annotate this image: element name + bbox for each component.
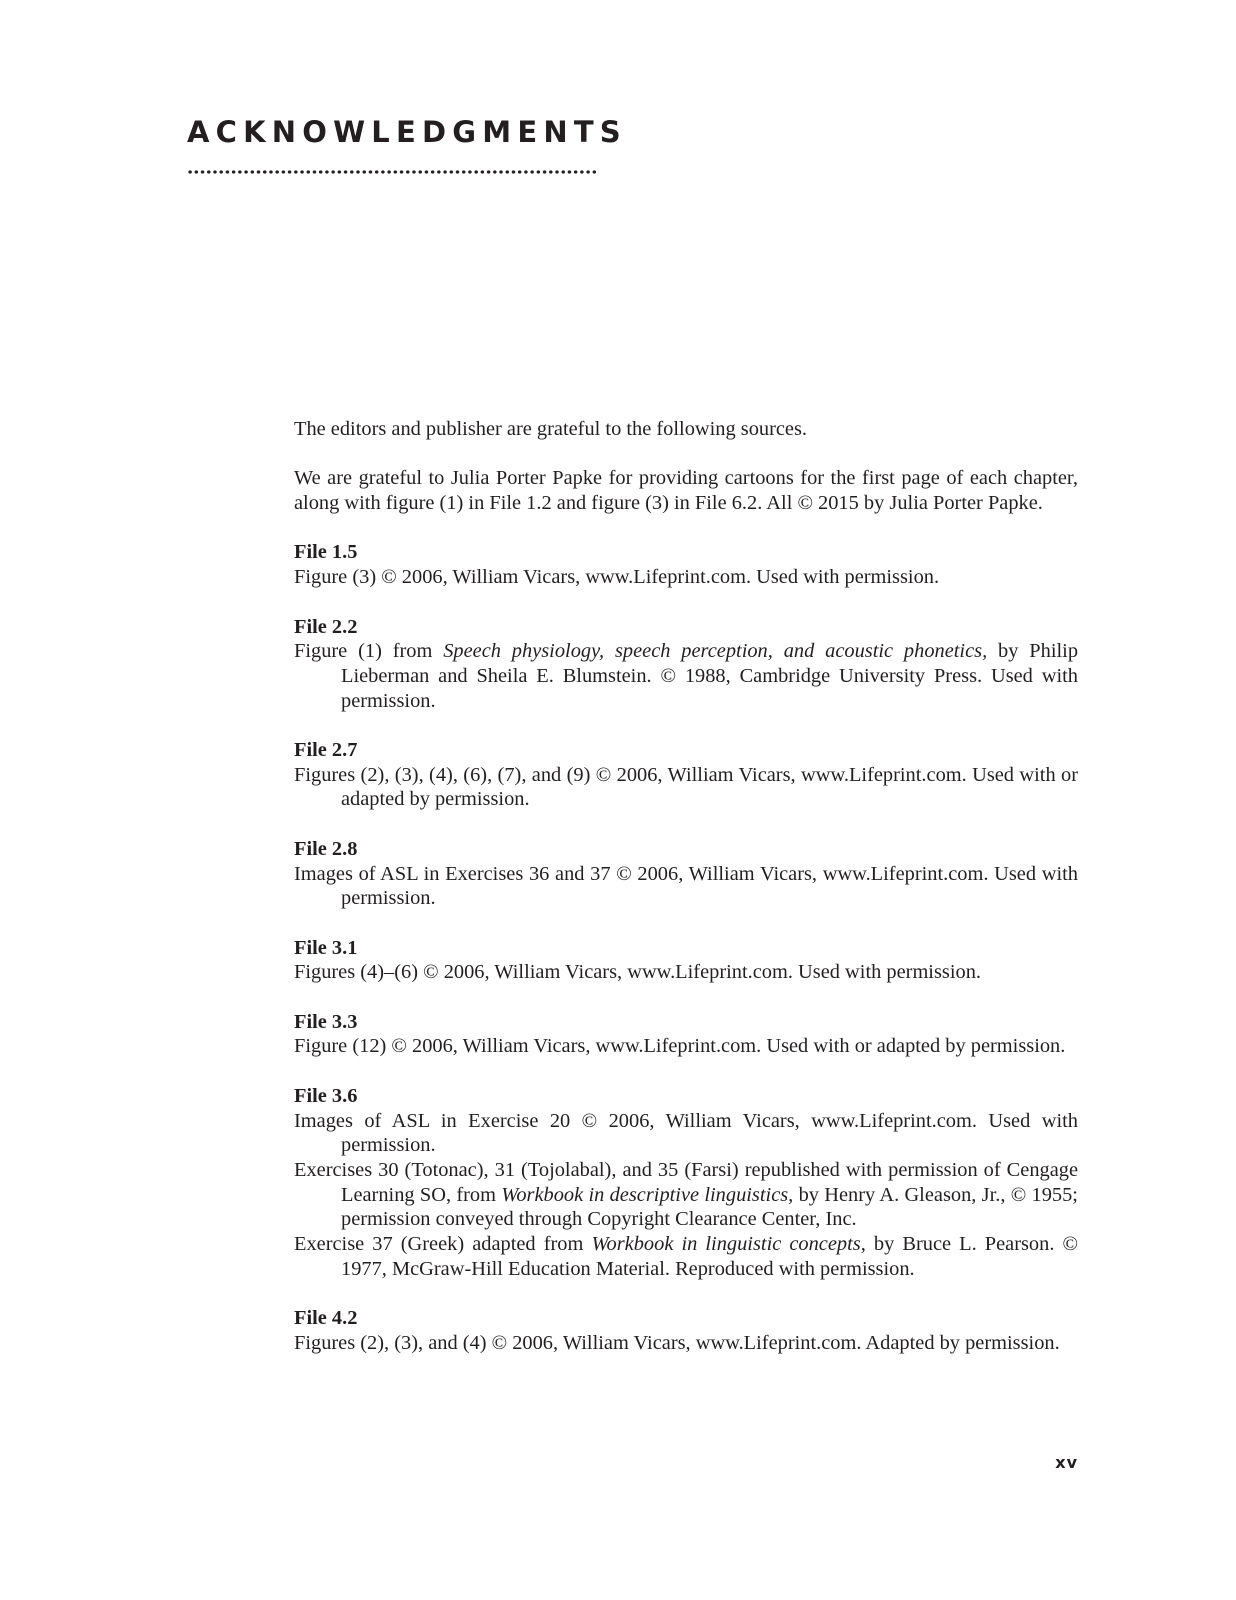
file-section-title: File 3.3 [294,1010,358,1033]
credit-text: Figures (4)–(6) © 2006, William Vicars, www.Lifeprint.com. Used with permission. [294,961,981,984]
credit-entry [294,763,1078,812]
file-sections [294,540,1078,1355]
file-section [294,936,1078,985]
page-number: xv [1055,1453,1078,1472]
work-title: Workbook in linguistic concepts, [591,1233,866,1256]
file-section-title: File 3.1 [294,936,358,959]
credit-text: Figure (1) from [294,640,444,663]
credit-entry [294,1034,1078,1059]
credit-text: by Bruce L. Pearson. © 1977, McGraw-Hill Education Material. Reproduced with permission. [341,1233,1078,1280]
file-section [294,1010,1078,1059]
page-title: ACKNOWLEDGMENTS [187,115,627,149]
intro-line: The editors and publisher are grateful to the following sources. [294,418,808,440]
file-section [294,540,1078,589]
credit-entry [294,1109,1078,1158]
credit-entry [294,1232,1078,1281]
file-section [294,615,1078,714]
credit-text: by Philip Lieberman and Sheila E. Blumstein. © 1988, Cambridge University Press. Used with permission. [341,640,1079,712]
file-section-title: File 2.8 [294,837,358,860]
file-section-title: File 2.7 [294,739,358,762]
intro-paragraph: We are grateful to Julia Porter Papke for providing cartoons for the first page of each chapter, along with figure (1) in File 1.2 and figure (3) in File 6.2. All © 2015 by Julia Porter Papke. [294,467,1078,515]
file-section [294,738,1078,812]
credit-text: Figure (12) © 2006, William Vicars, www.Lifeprint.com. Used with or adapted by permission. [294,1035,1066,1058]
work-title: Speech physiology, speech perception, and acoustic phonetics, [443,640,988,663]
dotted-rule [187,170,598,174]
credit-text: Images of ASL in Exercises 36 and 37 © 2006, William Vicars, www.Lifeprint.com. Used with permission. [294,862,1078,910]
credit-text: Figures (2), (3), and (4) © 2006, William Vicars, www.Lifeprint.com. Adapted by permission. [294,1331,1060,1354]
credit-text: by Henry A. Gleason, Jr., © 1955; permission conveyed through Copyright Clearance Center, Inc. [341,1183,1078,1231]
file-section-title: File 4.2 [294,1307,358,1330]
file-section-title: File 3.6 [294,1084,358,1107]
credit-text: Exercises 30 (Totonac), 31 (Tojolabal), and 35 (Farsi) republished with permission of Cengage Learning SO, from [294,1158,1078,1206]
credit-entry [294,1331,1078,1356]
credit-entry [294,1158,1078,1232]
credit-entry [294,565,1078,590]
file-section [294,1084,1078,1282]
credit-text: Images of ASL in Exercise 20 © 2006, William Vicars, www.Lifeprint.com. Used with permission. [294,1109,1078,1157]
acknowledgments-body [294,417,1078,1356]
file-section [294,837,1078,911]
file-section [294,1306,1078,1355]
credit-entry [294,862,1078,911]
credit-text: Figure (3) © 2006, William Vicars, www.Lifeprint.com. Used with permission. [294,566,940,589]
credit-entry [294,639,1078,713]
file-section-title: File 1.5 [294,541,358,564]
file-section-title: File 2.2 [294,615,358,638]
credit-text: Figures (2), (3), (4), (6), (7), and (9) © 2006, William Vicars, www.Lifeprint.com. Used with or adapted by permission. [294,763,1078,811]
work-title: Workbook in descriptive linguistics, [501,1183,794,1206]
credit-text: Exercise 37 (Greek) adapted from [294,1233,592,1256]
credit-entry [294,960,1078,985]
